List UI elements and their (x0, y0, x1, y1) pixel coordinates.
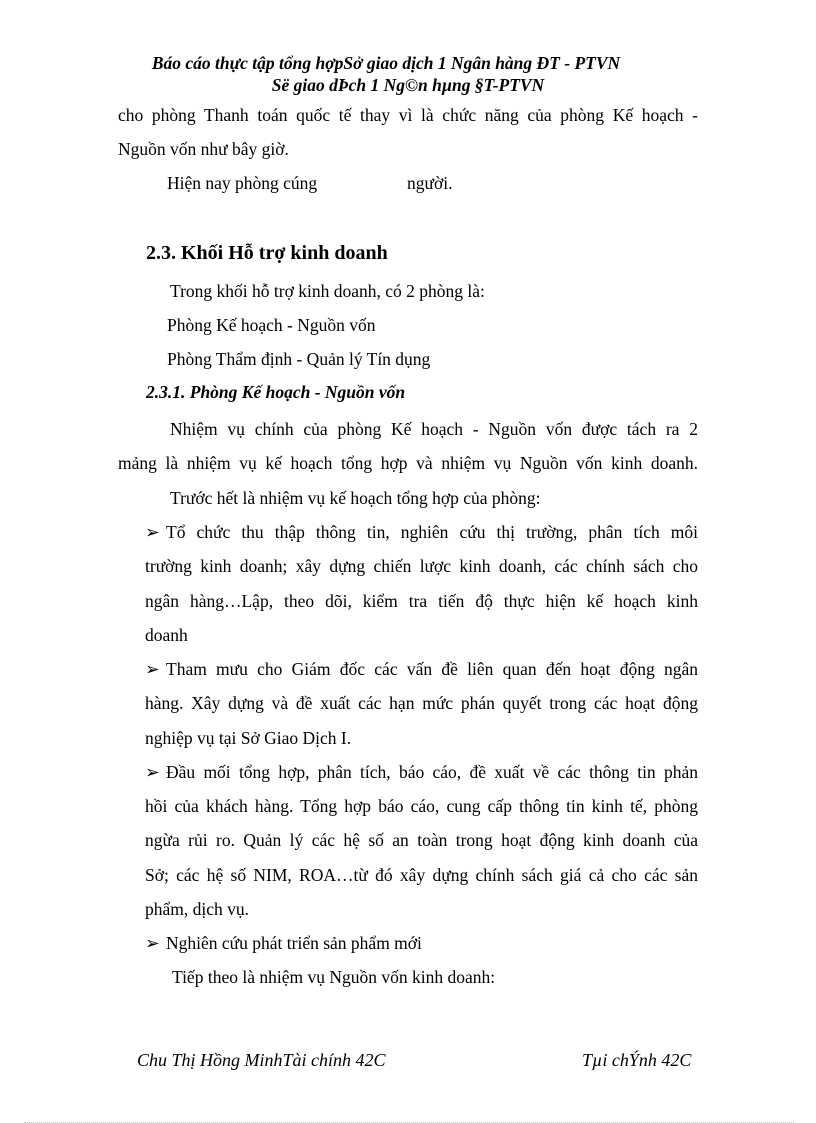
footer-course: Tµi chÝnh 42C (582, 1050, 692, 1070)
staff-count-prefix: Hiện nay phòng cúng (167, 173, 318, 193)
page-header-line-1: Báo cáo thực tập tổng hợpSở giao dịch 1 Ngân hàng ĐT - PTVN (151, 53, 621, 73)
department-item: Phòng Thẩm định - Quản lý Tín dụng (167, 349, 431, 369)
staff-count-suffix: người. (407, 173, 453, 193)
bullet-2-line: hàng. Xây dựng và đề xuất các hạn mức phán quyết trong các hoạt động (145, 693, 698, 713)
page-header-line-2: Së giao dÞch 1 Ng©n hµng §T-PTVN (271, 75, 545, 95)
bullet-1-line: trường kinh doanh; xây dựng chiến lược kinh doanh, các chính sách cho (145, 556, 698, 576)
section-intro: Trong khối hỗ trợ kinh doanh, có 2 phòng là: (170, 281, 485, 301)
bullet-3-line: phẩm, dịch vụ. (145, 899, 250, 919)
bullet-3-line: Đầu mối tổng hợp, phân tích, báo cáo, đề xuất về các thông tin phản (166, 762, 698, 782)
bullet-arrow-icon: ➢ (145, 933, 160, 953)
section-heading: 2.3. Khối Hỗ trợ kinh doanh (146, 242, 388, 264)
bullet-3-line: ngừa rủi ro. Quản lý các hệ số an toàn trong hoạt động kinh doanh của (145, 830, 698, 850)
footer-author: Chu Thị Hồng MinhTài chính 42C (137, 1050, 386, 1070)
department-item: Phòng Kế hoạch - Nguồn vốn (167, 315, 376, 335)
bullet-arrow-icon: ➢ (145, 522, 160, 542)
bullet-1-line: ngân hàng…Lập, theo dõi, kiểm tra tiến độ thực hiện kế hoạch kinh (145, 591, 698, 611)
bullet-3-line: hồi của khách hàng. Tổng hợp báo cáo, cung cấp thông tin kinh tế, phòng (145, 796, 698, 816)
subsection-heading: 2.3.1. Phòng Kế hoạch - Nguồn vốn (146, 382, 406, 402)
bullet-1-line: doanh (145, 625, 188, 645)
intro-line-1: cho phòng Thanh toán quốc tế thay vì là chức năng của phòng Kế hoạch - (118, 105, 698, 125)
bullet-1-line: Tổ chức thu thập thông tin, nghiên cứu thị trường, phân tích môi (166, 522, 698, 542)
bullet-arrow-icon: ➢ (145, 659, 160, 679)
bullet-arrow-icon: ➢ (145, 762, 160, 782)
paragraph-1-line-1: Nhiệm vụ chính của phòng Kế hoạch - Nguồn vốn được tách ra 2 (170, 419, 698, 439)
intro-line-2: Nguồn vốn như bây giờ. (118, 139, 289, 159)
paragraph-3: Tiếp theo là nhiệm vụ Nguồn vốn kinh doanh: (172, 967, 496, 987)
bullet-3-line: Sở; các hệ số NIM, ROA…từ đó xây dựng chính sách giá cả cho các sản (145, 865, 698, 885)
paragraph-1-line-2: mảng là nhiệm vụ kế hoạch tổng hợp và nhiệm vụ Nguồn vốn kinh doanh. (118, 453, 698, 473)
bullet-2-line: Tham mưu cho Giám đốc các vấn đề liên quan đến hoạt động ngân (166, 659, 698, 679)
bullet-4-line: Nghiên cứu phát triển sản phẩm mới (166, 933, 422, 953)
bullet-2-line: nghiệp vụ tại Sở Giao Dịch I. (145, 728, 352, 748)
paragraph-2: Trước hết là nhiệm vụ kế hoạch tổng hợp của phòng: (170, 488, 541, 508)
